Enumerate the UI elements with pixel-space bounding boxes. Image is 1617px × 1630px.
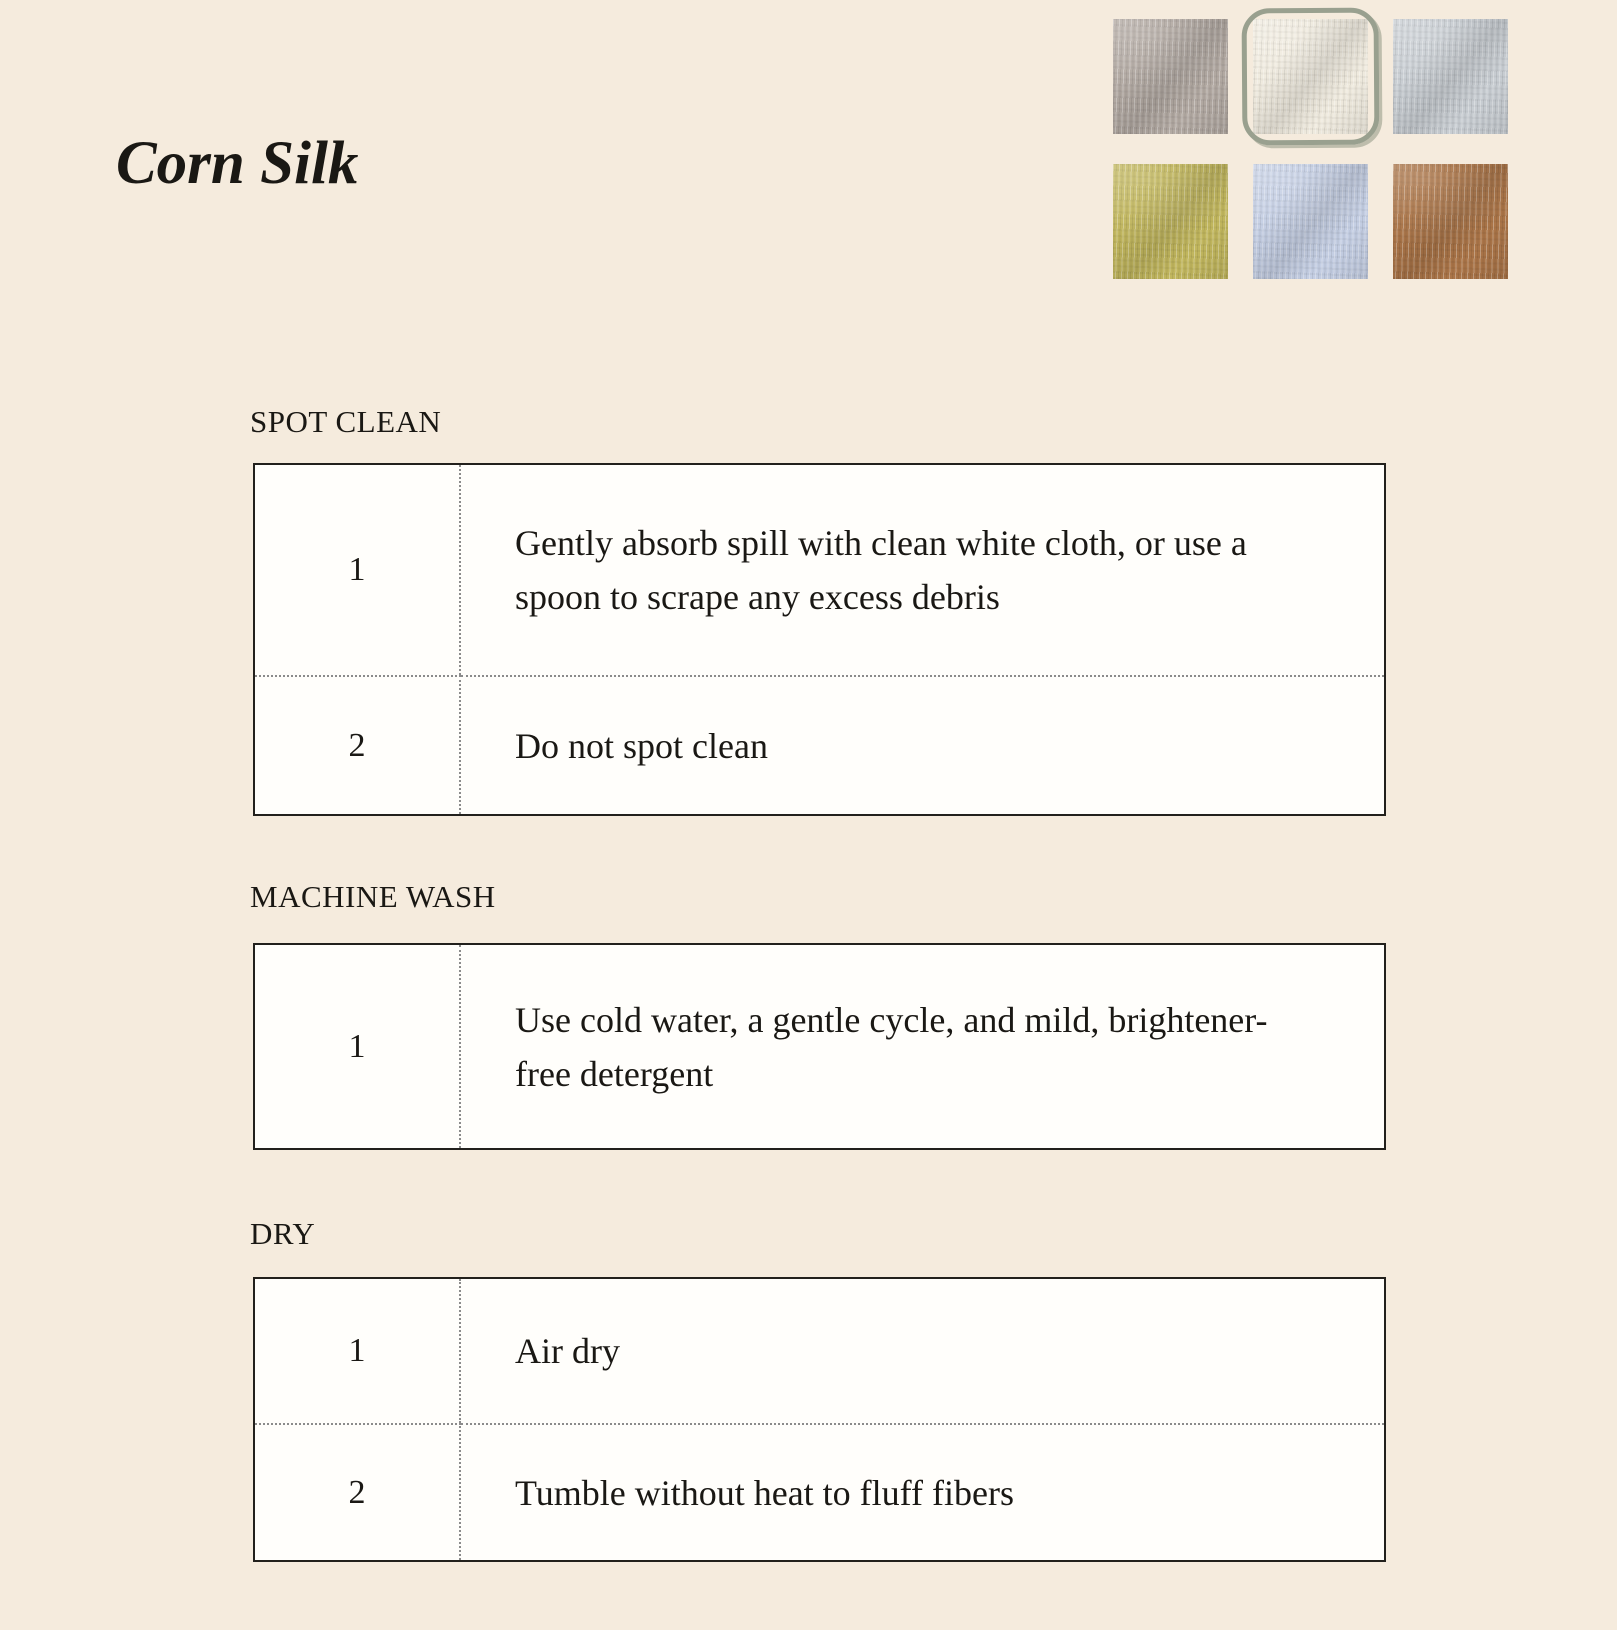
swatch-gray-taupe[interactable] bbox=[1113, 19, 1228, 134]
swatch-periwinkle[interactable] bbox=[1253, 164, 1368, 279]
swatch-blue-gray[interactable] bbox=[1393, 19, 1508, 134]
step-text: Do not spot clean bbox=[461, 675, 1384, 814]
section-label-dry: DRY bbox=[250, 1216, 316, 1251]
dry-table bbox=[253, 1277, 1386, 1562]
step-text: Tumble without heat to fluff fibers bbox=[461, 1423, 1384, 1560]
swatch-cream[interactable] bbox=[1253, 19, 1368, 134]
section-label-machine-wash: MACHINE WASH bbox=[250, 879, 496, 914]
swatch-terracotta[interactable] bbox=[1393, 164, 1508, 279]
page-title: Corn Silk bbox=[116, 129, 359, 197]
step-number: 2 bbox=[255, 1423, 461, 1560]
step-text: Air dry bbox=[515, 1331, 620, 1371]
color-swatch-grid bbox=[1113, 19, 1508, 279]
step-text: Use cold water, a gentle cycle, and mild, brightener-free detergent bbox=[515, 999, 1268, 1094]
step-text: Gently absorb spill with clean white cloth, or use a spoon to scrape any excess debris bbox=[515, 523, 1247, 617]
machine-wash-table bbox=[253, 943, 1386, 1150]
spot-clean-table bbox=[253, 463, 1386, 816]
section-label-spot-clean: SPOT CLEAN bbox=[250, 404, 442, 439]
step-number: 2 bbox=[255, 675, 461, 814]
step-number: 1 bbox=[255, 465, 461, 675]
step-number: 1 bbox=[255, 945, 461, 1148]
step-number: 1 bbox=[255, 1279, 461, 1423]
swatch-chartreuse[interactable] bbox=[1113, 164, 1228, 279]
